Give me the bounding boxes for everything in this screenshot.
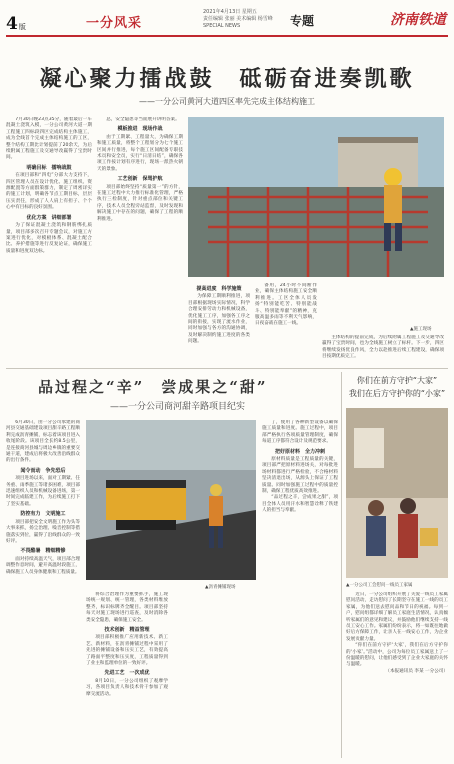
newspaper-logo: 济南铁道 [390,12,446,28]
masthead [0,0,454,38]
article2-subtitle: ——一分公司商河甜辛路项目纪实 [110,402,246,412]
column-divider [341,372,342,758]
page-number: 4版 [6,14,26,34]
article3-photo-caption: ▲一分公司工会慰问一线员工家属 [346,583,413,588]
article2-column-3: 了，使用了各种新型设备以确保施工质量和进度。施工过程中，项目部严格执行各项质量管理制度，确保每道工序都符合设计及规范要求。 把好原材料 全力冲刺 原材料质量是工程质量的关键，项目部严把原材料进场关，对每批进场材料都进行严格检验，不合格材料坚决清退出场，从源头上保证了工程质量。同时加强施工过程中的质量控制，确保工程优质高效推进。 “品过程之辛，尝成果之甜”，项目全体人员用汗水和智慧诠释了铁建人的担当与奉献。 [262,420,338,514]
article3-title: 你们在前方守护“大家” 我们在后方守护你的“小家” [348,376,446,398]
issue-meta: 2021年4月13日 星期五 责任编辑 张丽 美术编辑 杨雪峰 SPECIAL NEWS [203,9,273,29]
paving-image [86,420,256,580]
section-name: 一分风采 [86,16,143,31]
article1-column-5: 主体结构的提前完成，为后续附属工程施工及交通导改赢得了宝贵时间，也为全线施工树立了标杆。下一步，四区将继续发扬优良作风，全力以赴推进后续工程建设，确保项目按期优质完工。 [322,335,444,360]
special-title: 专题 [290,14,315,28]
article1-title: 凝心聚力擂战鼓 砥砺奋进奏凯歌 [39,66,415,92]
section-divider [6,368,448,369]
article1-column-3: 提高进度 科学施策 为保障工期顺利推进，项目部根据现场实际情况，科学合理安排劳动力和机械设备，优化施工工序，加强各工序之间的衔接，实现了流水作业，同时加强与各方的沟通协调，及时解决制约施工进度的各类问题。 [188,286,250,345]
masthead-rule [6,35,448,37]
article1-subtitle: ——一分公司黄河大道四区率先完成主体结构施工 [139,97,315,106]
article1-photo-caption: ▲施工现场 [410,327,432,332]
construction-site-image [188,117,444,277]
article2-photo-caption: ▲沥青摊铺现场 [205,585,236,590]
article2-photo [86,420,256,580]
article1-column-1: 7月30日晚23点35分，随着最后一车混凝土浇筑入模，一分公司黄河大道一期工程施工四标段四区完成结构主体施工，成为全线首个完成主体结构施工的工区，整个结构工期比计划提前了20余天，为后续附属工程施工及交通导改赢得了宝贵时间。 明确目标 擂响战鼓 在项目部和“四电”分部大力支持下，四区管理人员在设计优化、施工组织、资源配置等方面群策群力，制定了周密详实的施工计划，明确各节点工期目标，层层压实责任，形成了人人肩上有担子、个个心中有目标的良好氛围。 优化方案 讲细部署 为了保证混凝土浇筑和钢筋绑扎质量，项目部多次召开专题会议，对施工方案进行优化，对模板体系、混凝土配合比、养护措施等进行反复论证，确保施工质量和进度双达标。 [6,117,92,254]
family-visit-image [346,408,448,578]
article2-title: 品过程之“辛” 尝成果之“甜” [38,378,268,396]
article3-photo [346,408,448,578]
article1-column-4: 备用，24小时不间断作业，确保主体结构施工安全顺利推进。工区全体人员发扬“特别能吃苦、特别能战斗、特别能奉献”的精神，克服高温多雨等不利天气影响，日夜奋战在施工一线。 [255,283,317,327]
article2-column-2: 将综合治理作为重要抓手，施工现场统一规划、统一管理，各类材料堆放整齐，标识标牌齐全醒目。项目部坚持每天对施工现场进行巡查，及时消除各类安全隐患，确保施工安全。 技术创新 精益管理 项目部积极推广应用新技术、新工艺、新材料，在沥青摊铺过程中采用了先进的摊铺设备和压实工艺，有效提高了路面平整度和压实度，工程质量得到了业主和监理单位的一致好评。 先进工艺 一次成优 8月10日，一分公司组织了观摩学习，各项目负责人和技术骨干参加了观摩交流活动。 [86,592,168,697]
article1-photo [188,117,444,277]
article3-body: 近日，一分公司组织开展了关爱一线员工家属慰问活动，走访慰问了长期坚守在施工一线的员工家属，为他们送去慰问品和节日的祝福。每到一户，慰问组都详细了解员工家庭生活情况，认真倾听家属们的意见和建议，并鼓励他们继续支持一线员工安心工作。家属们纷纷表示，将一如既往地做好后方保障工作，让亲人在一线安心工作，为企业发展贡献力量。 “你们在前方守护‘大家’，我们在后方守护你的‘小家’。”活动中，公司为每位员工家属送上了一份温暖的慰问，让他们感受到了企业大家庭的关怀与温暖。 （本报通讯员 李某 一分公司） [346,592,448,674]
article1-column-2: 总，安全隐患等当面展开讲明答案。 模板推进 现场作战 由于工期紧、工程量大，为确保工期和施工质量，将整个工程划分为七个施工区间并行推进，每个施工区间配备专职技术员和安全员，实行“日清日结”，确保各项工作按计划有序进行，现场一派热火朝天的景象。 工艺创新 保驾护航 项目部始终坚持“质量第一”的方针，在施工过程中大力推行标准化管理，严格执行三检制度，针对重点部位和关键工序，技术人员全程旁站监督，及时发现和解决施工中存在的问题，确保了工程的顺利推进。 [97,117,183,222]
article2-column-1: 6月30日，由一分公司承建的商河县交通基础建设项目甜辛路工程顺利完成沥青摊铺，标志着该项目进入收尾阶段。该项目全长约8.5公里，是连接商河县城与周边乡镇的重要交通干道，建成后将极大改善沿线群众的出行条件。 闻令而动 争先恐后 项目进场以来，面对工期紧、任务重、雨季施工等诸多困难，项目部迅速组织人员和机械设备进场，第一时间完成临建工作，为后续施工打下了坚实基础。 防控有力 文明施工 项目部把安全文明施工作为头等大事来抓，扬尘治理、噪音控制等措施落实到位，赢得了沿线群众的一致好评。 不畏酷暑 精细精修 面对持续高温天气，项目部合理调整作息时间，避开高温时段施工，确保施工人员身体健康和工程质量。 [6,420,80,575]
